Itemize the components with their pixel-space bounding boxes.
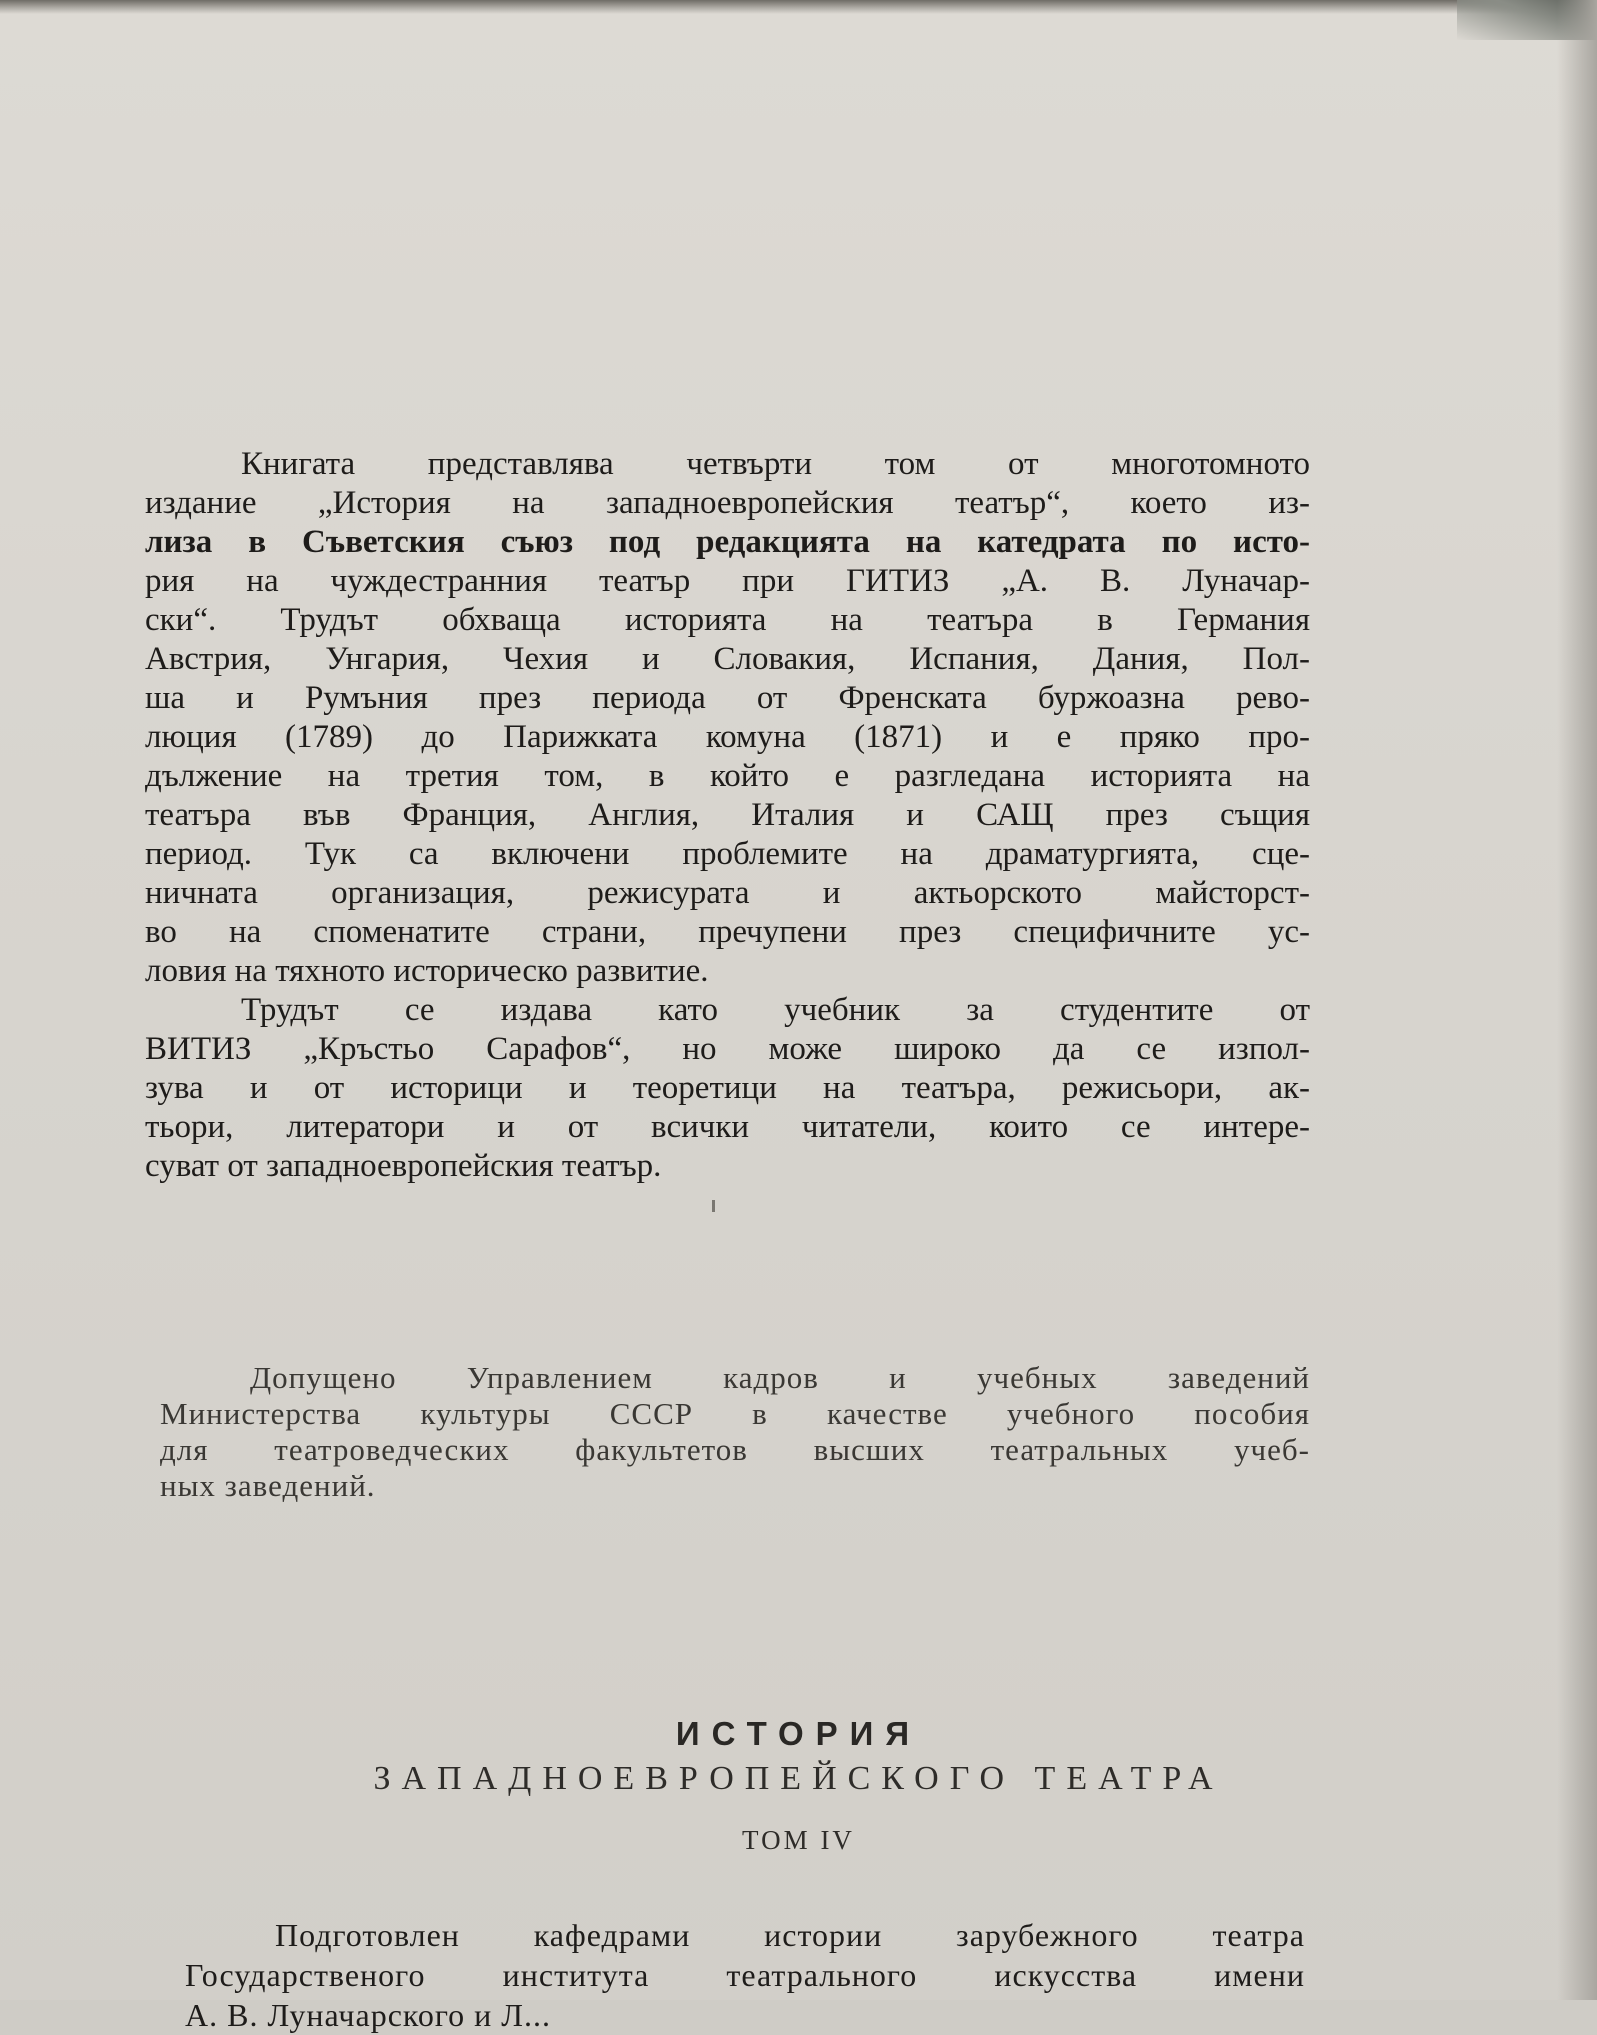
text-line: ничната организация, режисурата и актьорското майсторст- <box>145 875 1310 911</box>
text-line: ша и Румъния през периода от Френската буржоазна рево- <box>145 680 1310 716</box>
text-line: Австрия, Унгария, Чехия и Словакия, Испания, Дания, Пол- <box>145 641 1310 677</box>
text-line: Министерства культуры СССР в качестве учебного пособия <box>160 1396 1310 1431</box>
text-line: период. Тук са включени проблемите на драматургията, сце- <box>145 836 1310 872</box>
text-line: тьори, литератори и от всички читатели, които се интере- <box>145 1109 1310 1145</box>
text-line: ски“. Трудът обхваща историята на театъра в Германия <box>145 602 1310 638</box>
page-right-shadow <box>1557 0 1597 2000</box>
text-line: Подготовлен кафедрами истории зарубежного театра <box>275 1917 1305 1953</box>
print-speck <box>712 1200 715 1212</box>
text-line: издание „История на западноевропейския театър“, което из- <box>145 485 1310 521</box>
page-top-shadow <box>0 0 1597 14</box>
text-line: люция (1789) до Парижката комуна (1871) и е пряко про- <box>145 719 1310 755</box>
text-line: ВИТИЗ „Кръстьо Сарафов“, но може широко да се изпол- <box>145 1031 1310 1067</box>
text-line: ловия на тяхното историческо развитие. <box>145 953 709 989</box>
text-line: театъра във Франция, Англия, Италия и САЩ през същия <box>145 797 1310 833</box>
text-line: дължение на третия том, в който е разгледана историята на <box>145 758 1310 794</box>
text-line: суват от западноевропейския театър. <box>145 1148 662 1184</box>
text-line: Допущено Управлением кадров и учебных заведений <box>250 1360 1310 1395</box>
approval-note <box>160 1360 1310 1504</box>
text-line: рия на чуждестранния театър при ГИТИЗ „А. В. Луначар- <box>145 563 1310 599</box>
text-line: Книгата представлява четвърти том от многотомното <box>241 446 1310 482</box>
text-line: зува и от историци и теоретици на театъра, режисьори, ак- <box>145 1070 1310 1106</box>
prepared-by-note <box>185 1915 1305 2035</box>
text-line: во на споменатите страни, пречупени през специфичните ус- <box>145 914 1310 950</box>
text-line: Государственого института театрального искусства имени <box>185 1957 1305 1993</box>
original-title-main: ИСТОРИЯ <box>675 1715 922 1752</box>
text-line: лиза в Съветския съюз под редакцията на катедрата по исто- <box>145 524 1310 560</box>
annotation-paragraph-2 <box>145 991 1310 1186</box>
text-line: Трудът се издава като учебник за студентите от <box>241 992 1310 1028</box>
original-title-subtitle: ЗАПАДНОЕВРОПЕЙСКОГО ТЕАТРА <box>373 1760 1224 1797</box>
text-line: для театроведческих факультетов высших театральных учеб- <box>160 1432 1310 1467</box>
original-title-volume: ТОМ IV <box>742 1825 855 1855</box>
text-line: А. В. Луначарского и Л... <box>185 1997 551 2033</box>
text-line: ных заведений. <box>160 1468 376 1503</box>
annotation-paragraph-1 <box>145 445 1310 991</box>
